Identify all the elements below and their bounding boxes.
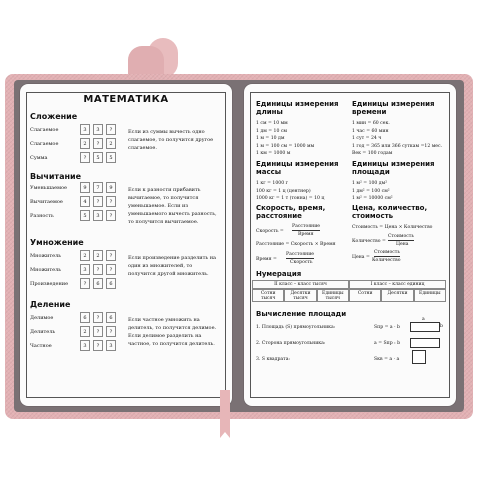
section-heading: Деление: [30, 300, 71, 309]
length-unit-line: 1 см = 10 мм: [256, 121, 288, 126]
right-page: [244, 84, 456, 406]
table-cell: ?: [93, 196, 103, 207]
bookmark-ribbon: [220, 390, 230, 432]
length-heading: Единицы измерения длины: [256, 100, 339, 116]
area-calc-item: 2. Сторона прямоугольника:: [256, 341, 326, 346]
table-row: [30, 138, 134, 150]
table-row: [30, 124, 134, 136]
mass-unit-line: 1000 кг = 1 т (тонна) = 10 ц: [256, 196, 325, 201]
length-unit-line: 1 м = 10 дм: [256, 136, 285, 141]
row-label: Слагаемое: [30, 127, 59, 133]
dim-a-label: a: [422, 317, 425, 322]
rectangle-diagram: [410, 322, 440, 332]
area-calc-formula: Sкв = a · a: [374, 357, 400, 362]
table-cell: 2: [80, 326, 90, 337]
table-cell: 5: [80, 210, 90, 221]
time-unit-line: 1 сут = 24 ч: [352, 136, 382, 141]
table-cell: 3: [106, 340, 116, 351]
length-unit-line: 1 м = 100 см = 1000 мм: [256, 143, 315, 149]
numeration-column: Десятки тысяч: [284, 289, 316, 302]
mass-unit-line: 1 кг = 1000 г: [256, 181, 288, 186]
row-label: Уменьшаемое: [30, 185, 67, 191]
time-formula-den: Скорость: [290, 260, 313, 265]
table-cell: ?: [106, 210, 116, 221]
table-cell: ?: [106, 196, 116, 207]
table-cell: ?: [93, 340, 103, 351]
table-cell: 6: [106, 278, 116, 289]
table-cell: 4: [80, 196, 90, 207]
time-formula-num: Расстояние: [286, 252, 315, 257]
table-row: [30, 264, 134, 276]
numeration-table: [252, 280, 446, 304]
area-calc-item: 1. Площадь (S) прямоугольника:: [256, 325, 336, 330]
rule-note: Если произведение разделить на один из множителей, то получится другой множитель.: [128, 255, 217, 277]
row-label: Вычитаемое: [30, 199, 63, 205]
row-label: Делимое: [30, 315, 54, 321]
table-cell: ?: [106, 250, 116, 261]
table-cell: ?: [93, 326, 103, 337]
price-formula-num: Стоимость: [374, 250, 400, 255]
table-cell: 5: [93, 152, 103, 163]
table-cell: 9: [106, 182, 116, 193]
table-cell: ?: [80, 278, 90, 289]
class-thousands: II класс – класс тысяч: [252, 280, 349, 289]
table-cell: ?: [106, 124, 116, 135]
quantity-formula-num: Стоимость: [388, 234, 414, 239]
table-row: [30, 250, 134, 262]
time-unit-line: Век = 100 годам: [352, 151, 393, 156]
row-label: Сумма: [30, 155, 48, 161]
price-formula-den: Количество: [372, 258, 401, 263]
table-row: [30, 152, 134, 164]
area-calc-item: 3. S квадрата:: [256, 357, 290, 362]
square-diagram: [412, 350, 426, 364]
numeration-column: Единицы тысяч: [317, 289, 349, 302]
mass-unit-line: 100 кг = 1 ц (центнер): [256, 188, 311, 194]
quantity-formula-left: Количество =: [352, 239, 386, 244]
mass-heading: Единицы измерения массы: [256, 160, 339, 176]
row-label: Слагаемое: [30, 141, 59, 147]
time-formula-left: Время =: [256, 257, 277, 262]
table-cell: ?: [93, 264, 103, 275]
table-cell: 3: [80, 124, 90, 135]
table-cell: 6: [80, 312, 90, 323]
table-row: [30, 210, 134, 222]
table-row: [30, 196, 134, 208]
section-heading: Сложение: [30, 112, 78, 121]
dim-b-label: b: [440, 324, 443, 329]
table-cell: ?: [93, 312, 103, 323]
table-cell: 6: [93, 278, 103, 289]
numeration-heading: Нумерация: [256, 270, 302, 278]
speed-formula-left: Скорость =: [256, 229, 284, 234]
table-row: [30, 340, 134, 352]
price-heading: Цена, количество, стоимость: [352, 204, 428, 220]
row-label: Множитель: [30, 253, 62, 259]
numeration-column: Сотни: [349, 289, 381, 302]
table-row: [30, 326, 134, 338]
table-cell: ?: [93, 138, 103, 149]
area-heading: Единицы измерения площади: [352, 160, 435, 176]
table-cell: ?: [106, 326, 116, 337]
price-formula-left: Цена =: [352, 255, 370, 260]
cost-formula: Стоимость = Цена × Количество: [352, 225, 433, 230]
area-calc-formula: a = Sпр : b: [374, 341, 401, 346]
table-cell: 7: [93, 182, 103, 193]
rectangle-diagram: [410, 338, 440, 348]
area-calc-formula: Sпр = a · b: [374, 325, 400, 330]
time-unit-line: 1 мин = 60 сек.: [352, 121, 390, 126]
section-heading: Вычитание: [30, 172, 82, 181]
table-cell: 2: [93, 250, 103, 261]
time-unit-line: 1 час = 60 мин: [352, 128, 389, 134]
distance-formula: Расстояние = Скорость × Время: [256, 242, 336, 247]
time-heading: Единицы измерения времени: [352, 100, 435, 116]
row-label: Разность: [30, 213, 54, 219]
numeration-column: Единицы: [414, 289, 446, 302]
quantity-formula-den: Цена: [396, 242, 409, 247]
row-label: Множитель: [30, 267, 62, 273]
speed-formula-den: Время: [298, 232, 314, 237]
rule-note: Если к разности прибавить вычитаемое, то получится уменьшаемое. Если из уменьшаемого вычесть разность, то получится вычитаемое.: [128, 187, 217, 225]
table-cell: 2: [106, 138, 116, 149]
speed-formula-num: Расстояние: [292, 224, 321, 229]
length-unit-line: 1 км = 1000 м: [256, 151, 291, 156]
row-label: Произведение: [30, 281, 69, 287]
numeration-column: Десятки: [381, 289, 413, 302]
area-calc-heading: Вычисление площади: [256, 310, 347, 318]
area-unit-line: 1 м² = 10000 см²: [352, 196, 393, 201]
area-unit-line: 1 дм² = 100 см²: [352, 188, 390, 194]
rule-note: Если из суммы вычесть одно слагаемое, то получится другое слагаемое.: [128, 129, 214, 151]
table-row: [30, 182, 134, 194]
table-cell: 3: [93, 124, 103, 135]
row-label: Делитель: [30, 329, 56, 335]
page-title: МАТЕМАТИКА: [83, 94, 169, 105]
table-cell: 3: [80, 340, 90, 351]
table-cell: 6: [106, 312, 116, 323]
table-cell: ?: [106, 264, 116, 275]
table-cell: 2: [80, 250, 90, 261]
table-row: [30, 278, 134, 290]
class-units: I класс – класс единиц: [349, 280, 446, 289]
left-page: [20, 84, 232, 406]
speed-heading: Скорость, время, расстояние: [256, 204, 326, 220]
table-cell: 2: [80, 138, 90, 149]
table-cell: 9: [80, 182, 90, 193]
table-cell: ?: [80, 152, 90, 163]
rule-note: Если частное умножить на делитель, то получится делимое. Если делимое разделить на частное, то получится делитель.: [128, 317, 217, 347]
section-heading: Умножение: [30, 238, 84, 247]
table-cell: 3: [93, 210, 103, 221]
table-cell: 3: [80, 264, 90, 275]
table-cell: 5: [106, 152, 116, 163]
numeration-column: Сотни тысяч: [252, 289, 284, 302]
area-unit-line: 1 м² = 100 дм²: [352, 181, 388, 186]
table-row: [30, 312, 134, 324]
time-unit-line: 1 год = 365 или 366 суткам =12 мес.: [352, 143, 443, 149]
length-unit-line: 1 дм = 10 см: [256, 128, 288, 134]
row-label: Частное: [30, 343, 52, 349]
